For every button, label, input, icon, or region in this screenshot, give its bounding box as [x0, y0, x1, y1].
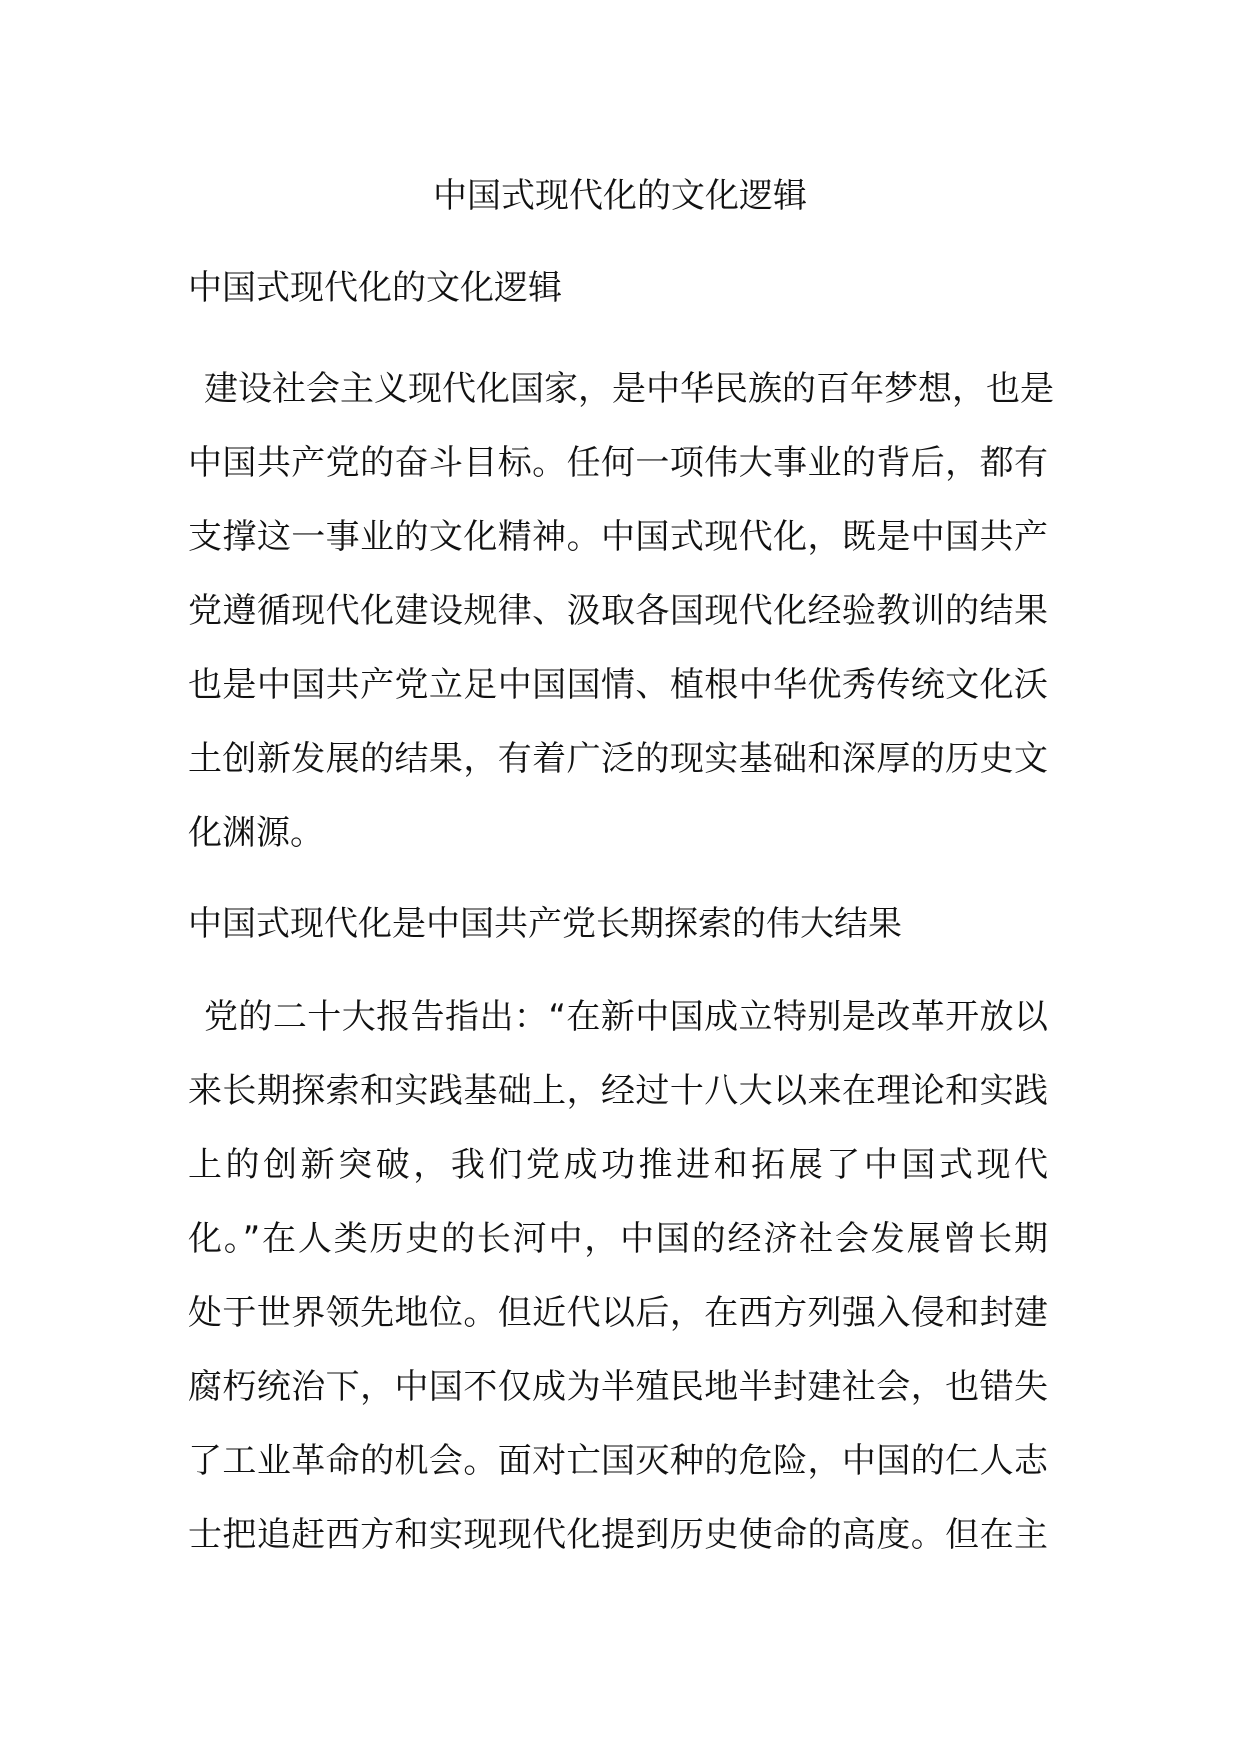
- paragraph-report: [188, 980, 1048, 1572]
- paragraph-line: 处于世界领先地位。但近代以后，在西方列强入侵和封建: [188, 1293, 1048, 1333]
- paragraph-line: 建设社会主义现代化国家，是中华民族的百年梦想，也是: [204, 369, 1054, 409]
- paragraph-line: 上的创新突破，我们党成功推进和拓展了中国式现代: [188, 1145, 1048, 1185]
- document-title: 中国式现代化的文化逻辑: [433, 176, 807, 216]
- document-subtitle: 中国式现代化的文化逻辑: [188, 268, 562, 308]
- paragraph-line: 党的二十大报告指出：“在新中国成立特别是改革开放以: [204, 997, 1048, 1037]
- paragraph-line: 也是中国共产党立足中国国情、植根中华优秀传统文化沃: [188, 665, 1048, 705]
- paragraph-line: 化。”在人类历史的长河中，中国的经济社会发展曾长期: [188, 1219, 1048, 1259]
- paragraph-line: 土创新发展的结果，有着广泛的现实基础和深厚的历史文: [188, 739, 1048, 779]
- paragraph-line: 党遵循现代化建设规律、汲取各国现代化经验教训的结果: [188, 591, 1048, 631]
- paragraph-line: 来长期探索和实践基础上，经过十八大以来在理论和实践: [188, 1071, 1048, 1111]
- paragraph-line: 腐朽统治下，中国不仅成为半殖民地半封建社会，也错失: [188, 1367, 1048, 1407]
- paragraph-line: 化渊源。: [188, 813, 324, 853]
- section-heading: 中国式现代化是中国共产党长期探索的伟大结果: [188, 904, 902, 944]
- paragraph-intro: [188, 352, 1054, 870]
- paragraph-line: 士把追赶西方和实现现代化提到历史使命的高度。但在主: [188, 1515, 1048, 1555]
- paragraph-line: 中国共产党的奋斗目标。任何一项伟大事业的背后，都有: [188, 443, 1048, 483]
- paragraph-line: 支撑这一事业的文化精神。中国式现代化，既是中国共产: [188, 517, 1048, 557]
- paragraph-line: 了工业革命的机会。面对亡国灭种的危险，中国的仁人志: [188, 1441, 1048, 1481]
